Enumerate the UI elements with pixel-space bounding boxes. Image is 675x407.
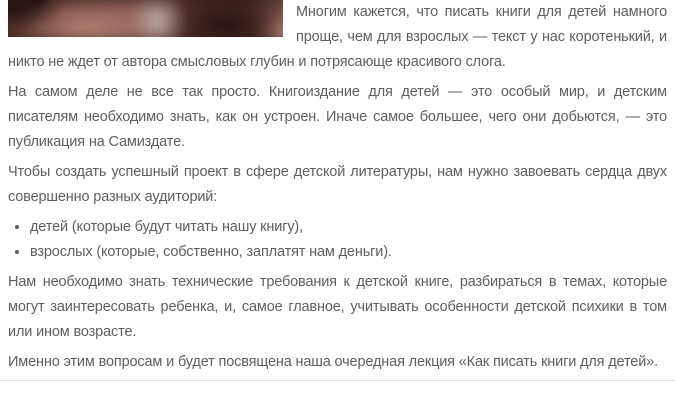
paragraph-requirements: Нам необходимо знать технические требования к детской книге, разбираться в темах, которые могут заинтересовать ребенка, и, самое главное, учитывать особенности детской психики в том или ином возрасте. xyxy=(8,274,667,340)
list-item-adults: • взрослых (которые, собственно, заплатят нам деньги). xyxy=(30,240,667,265)
bottom-divider xyxy=(0,380,675,381)
paragraph-intro: Многим кажется, что писать книги для детей намного проще, чем для взрослых — текст у нас коротенький, и никто не ждет от автора смысловых глубин и потрясающе красивого слога. xyxy=(8,4,667,70)
list-item-children: • детей (которые будут читать нашу книгу), xyxy=(30,215,667,240)
paragraph-reality: На самом деле не все так просто. Книгоиздание для детей — это особый мир, и детским писателям необходимо знать, как он устроен. Иначе самое большее, чего они добьются, — это публикация на Самиздате. xyxy=(8,84,667,150)
paragraph-lecture: Именно этим вопросам и будет посвящена наша очередная лекция «Как писать книги для детей». xyxy=(8,354,658,370)
article-image xyxy=(8,0,283,37)
article-image-blur xyxy=(8,0,283,37)
paragraph-audiences: Чтобы создать успешный проект в сфере детской литературы, нам нужно завоевать сердца двух совершенно разных аудиторий: xyxy=(8,164,667,205)
audience-list xyxy=(8,215,667,265)
